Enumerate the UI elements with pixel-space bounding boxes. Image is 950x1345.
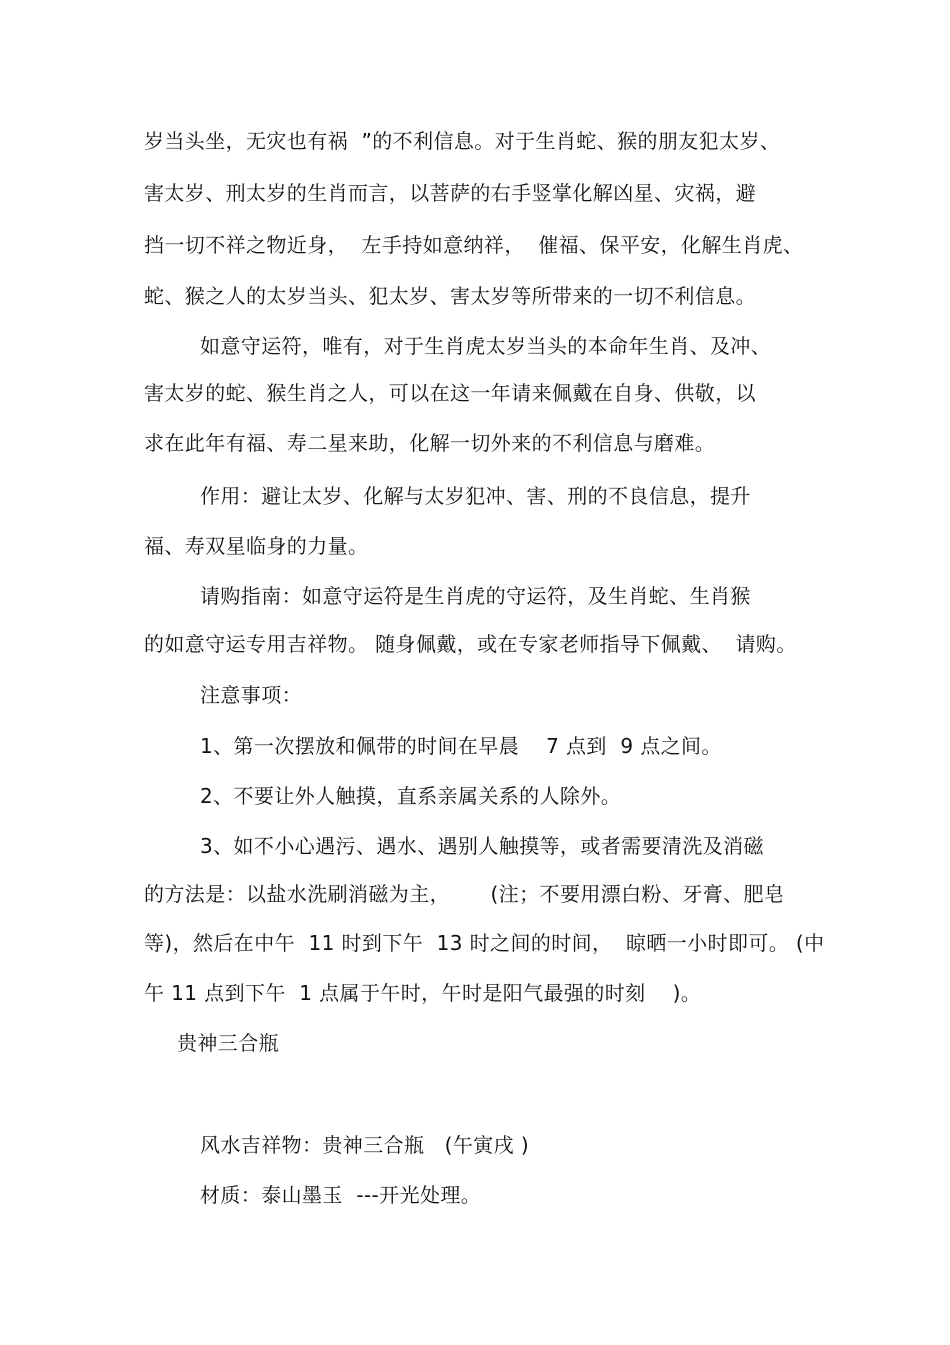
text-line: 害太岁的蛇、猴生肖之人，可以在这一年请来佩戴在自身、供敬，以 xyxy=(144,381,756,405)
paragraph-line: 材质：泰山墨玉 ---开光处理。 xyxy=(200,1183,482,1207)
paragraph-line: 作用：避让太岁、化解与太岁犯冲、害、刑的不良信息，提升 xyxy=(200,484,751,508)
text-line: 的如意守运专用吉祥物。 随身佩戴，或在专家老师指导下佩戴、 请购。 xyxy=(144,632,797,656)
text-line: 害太岁、刑太岁的生肖而言，以菩萨的右手竖掌化解凶星、灾祸，避 xyxy=(144,181,756,205)
section-heading: 贵神三合瓶 xyxy=(177,1031,279,1055)
text-line: 的方法是：以盐水洗刷消磁为主， (注；不要用漂白粉、牙膏、肥皂 xyxy=(144,882,785,906)
paragraph-line: 如意守运符，唯有，对于生肖虎太岁当头的本命年生肖、及冲、 xyxy=(200,334,772,358)
text-line: 等)，然后在中午 11 时到下午 13 时之间的时间， 晾晒一小时即可。 (中 xyxy=(144,931,825,955)
note-item: 2、不要让外人触摸，直系亲属关系的人除外。 xyxy=(200,784,622,808)
paragraph-line: 风水吉祥物：贵神三合瓶 (午寅戌 ) xyxy=(200,1133,530,1157)
text-line: 福、寿双星临身的力量。 xyxy=(144,534,369,558)
text-line: 求在此年有福、寿二星来助，化解一切外来的不利信息与磨难。 xyxy=(144,431,716,455)
text-line: 午 11 点到下午 1 点属于午时，午时是阳气最强的时刻 )。 xyxy=(144,981,702,1005)
notes-heading: 注意事项： xyxy=(200,683,302,707)
paragraph-line: 请购指南：如意守运符是生肖虎的守运符，及生肖蛇、生肖猴 xyxy=(200,584,751,608)
note-item: 3、如不小心遇污、遇水、遇别人触摸等，或者需要清洗及消磁 xyxy=(200,834,764,858)
text-line: 蛇、猴之人的太岁当头、犯太岁、害太岁等所带来的一切不利信息。 xyxy=(144,284,756,308)
note-item: 1、第一次摆放和佩带的时间在早晨 7 点到 9 点之间。 xyxy=(200,734,722,758)
text-line: 挡一切不祥之物近身， 左手持如意纳祥， 催福、保平安，化解生肖虎、 xyxy=(144,233,804,257)
text-line: 岁当头坐，无灾也有祸 ”的不利信息。对于生肖蛇、猴的朋友犯太岁、 xyxy=(144,129,781,153)
